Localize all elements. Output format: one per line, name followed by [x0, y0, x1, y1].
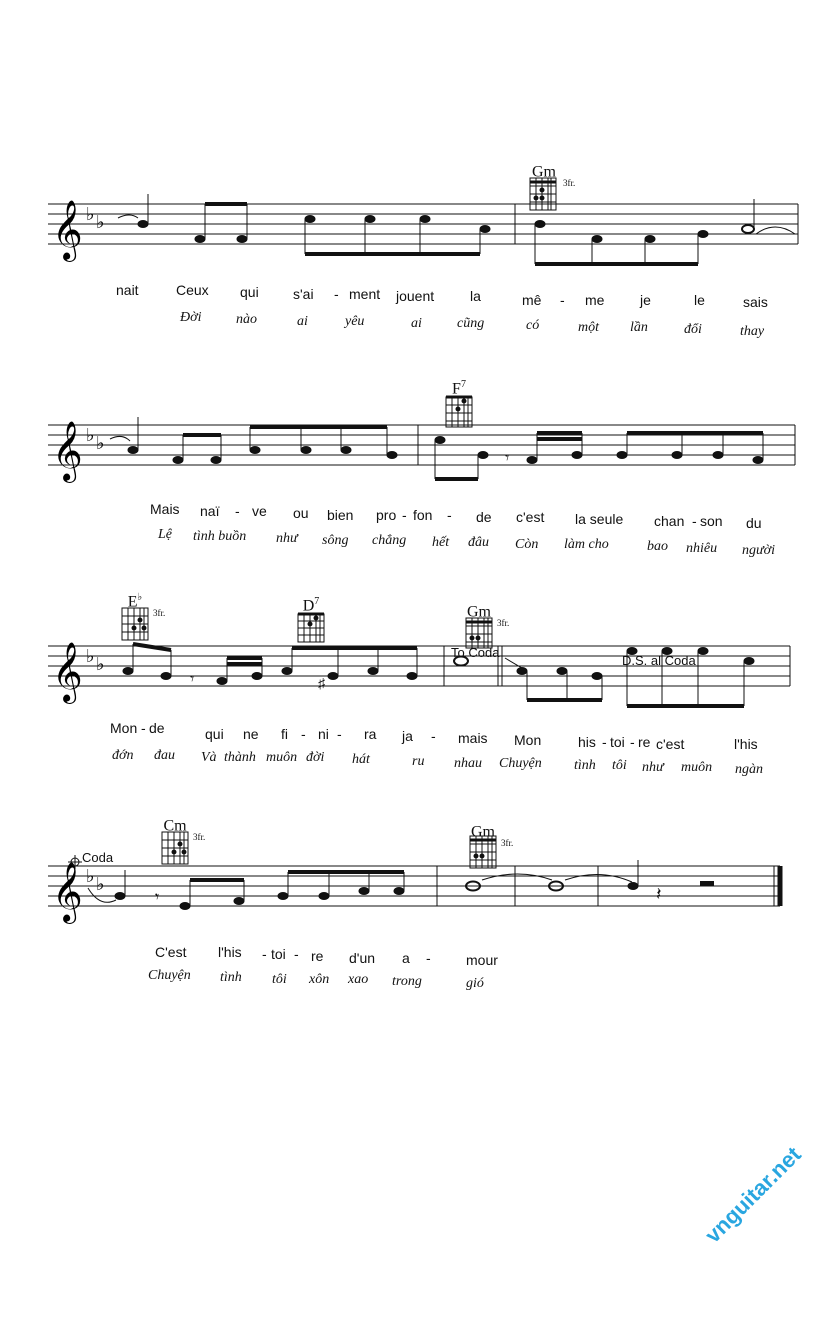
svg-text:𝄾: 𝄾: [155, 889, 160, 906]
lyric-fr: c'est: [656, 736, 685, 752]
lyric-fr: -: [692, 513, 697, 529]
lyric-vi: đổi: [684, 322, 702, 337]
lyric-fr: me: [585, 292, 605, 308]
music-system-3: [0, 590, 840, 790]
lyric-vi: cũng: [457, 316, 485, 331]
lyric-vi: tình: [220, 970, 242, 985]
lyric-vi: chẳng: [372, 533, 407, 548]
lyric-vi: ai: [411, 316, 422, 331]
lyric-fr: s'ai: [293, 286, 314, 302]
lyric-fr: -: [141, 720, 146, 736]
lyric-vi: tôi: [272, 972, 287, 987]
lyric-fr: chan: [654, 513, 685, 529]
chord-diagram-icon: [466, 618, 492, 648]
lyric-fr: sais: [743, 294, 768, 310]
lyric-vi: có: [526, 318, 540, 333]
svg-text:𝄽: 𝄽: [656, 884, 662, 904]
lyric-vi: tình buồn: [193, 529, 247, 544]
music-system-4: [0, 810, 840, 1010]
lyric-fr: mour: [466, 952, 498, 968]
lyric-fr: naï: [200, 503, 220, 519]
lyric-fr: nait: [116, 282, 139, 298]
svg-text:♯: ♯: [318, 677, 325, 692]
lyric-vi: lần: [630, 320, 648, 335]
lyric-fr: re: [311, 948, 324, 964]
lyric-vi: đớn: [112, 748, 134, 763]
svg-text:♭: ♭: [86, 425, 95, 446]
lyric-vi: tình: [574, 758, 596, 773]
svg-text:♭: ♭: [86, 204, 95, 225]
lyric-vi: Chuyện: [499, 756, 542, 771]
chord-symbol: Cm 3fr.: [163, 817, 206, 842]
ds-al-coda-marker: D.S. al Coda: [622, 653, 696, 668]
lyric-vi: hát: [352, 752, 370, 767]
lyric-vi: thành: [224, 750, 256, 765]
lyric-fr: -: [431, 728, 436, 744]
lyric-vi: ngàn: [735, 762, 763, 777]
lyric-fr: C'est: [155, 944, 187, 960]
lyric-vi: Và: [201, 750, 217, 765]
treble-clef-icon: 𝄞: [52, 200, 83, 260]
lyric-fr: l'his: [734, 736, 758, 752]
lyric-fr: je: [640, 292, 651, 308]
treble-clef-icon: 𝄞: [52, 642, 83, 702]
svg-text:♭: ♭: [96, 654, 105, 675]
svg-text:♭: ♭: [96, 874, 105, 895]
lyric-fr: fi: [281, 726, 288, 742]
lyric-fr: qui: [240, 284, 259, 300]
chord-diagram-icon: [446, 397, 472, 427]
coda-marker: Coda: [82, 850, 114, 865]
chord-diagram-icon: [122, 608, 148, 640]
svg-text:♭: ♭: [86, 646, 95, 667]
svg-text:♭: ♭: [86, 866, 95, 887]
chord-symbol: E♭ 3fr.: [127, 592, 166, 618]
lyric-vi: gió: [466, 976, 484, 991]
to-coda-marker: To Coda: [451, 645, 500, 660]
lyric-vi: trong: [392, 974, 422, 989]
lyric-fr: de: [149, 720, 165, 736]
lyric-fr: -: [560, 292, 565, 308]
lyric-fr: -: [402, 507, 407, 523]
chord-symbol: Gm 3fr.: [532, 163, 576, 188]
lyric-fr: a: [402, 950, 410, 966]
lyric-vi: đâu: [468, 535, 489, 550]
lyric-vi: xôn: [309, 972, 330, 987]
lyric-vi: Đời: [180, 310, 202, 325]
lyric-vi: ai: [297, 314, 308, 329]
lyric-fr: de: [476, 509, 492, 525]
music-system-2: [0, 375, 840, 575]
lyric-fr: la seule: [575, 511, 624, 527]
lyric-fr: -: [301, 726, 306, 742]
lyric-fr: Mon: [514, 732, 542, 748]
lyric-fr: -: [262, 946, 267, 962]
lyric-fr: -: [447, 507, 452, 523]
lyric-fr: -: [334, 286, 339, 302]
lyric-vi: sông: [322, 533, 349, 548]
lyric-fr: son: [700, 513, 723, 529]
lyric-vi: bao: [647, 539, 668, 554]
chord-symbol: Gm 3fr.: [467, 603, 510, 628]
lyric-vi: xao: [348, 972, 369, 987]
lyric-fr: ni: [318, 726, 329, 742]
lyric-fr: l'his: [218, 944, 242, 960]
lyric-fr: his: [578, 734, 596, 750]
chord-symbol: Gm 3fr.: [471, 823, 514, 848]
lyric-vi: như: [276, 531, 298, 546]
lyric-fr: fon: [413, 507, 433, 523]
lyric-fr: mais: [458, 730, 488, 746]
lyric-fr: -: [337, 726, 342, 742]
lyric-fr: le: [694, 292, 705, 308]
music-system-1: [0, 160, 840, 360]
lyric-fr: la: [470, 288, 481, 304]
chord-diagram-icon: [470, 836, 496, 868]
chord-diagram-icon: [298, 614, 324, 642]
lyric-vi: một: [578, 320, 599, 335]
treble-clef-icon: 𝄞: [52, 862, 83, 922]
lyric-fr: -: [630, 734, 635, 750]
lyric-fr: Mais: [150, 501, 180, 517]
lyric-vi: yêu: [345, 314, 365, 329]
lyric-vi: người: [742, 543, 775, 558]
lyric-vi: hết: [432, 535, 450, 550]
lyric-vi: nào: [236, 312, 257, 327]
lyric-fr: -: [426, 950, 431, 966]
lyric-fr: du: [746, 515, 762, 531]
treble-clef-icon: 𝄞: [52, 421, 83, 481]
lyric-fr: qui: [205, 726, 224, 742]
lyric-vi: muôn: [266, 750, 298, 765]
lyric-fr: ra: [364, 726, 377, 742]
lyric-vi: Lệ: [158, 527, 172, 542]
lyric-fr: ve: [252, 503, 267, 519]
lyric-vi: tôi: [612, 758, 627, 773]
lyric-fr: -: [602, 734, 607, 750]
lyric-fr: toi: [271, 946, 286, 962]
chord-symbol: $F^7$: [452, 379, 466, 398]
lyric-vi: Còn: [515, 537, 539, 552]
lyric-fr: ment: [349, 286, 381, 302]
lyric-fr: mê: [522, 292, 542, 308]
lyric-fr: toi: [610, 734, 625, 750]
lyric-fr: ja: [402, 728, 413, 744]
watermark: vnguitar.net: [700, 1141, 806, 1248]
lyric-vi: làm cho: [564, 537, 609, 552]
lyric-fr: c'est: [516, 509, 545, 525]
lyric-fr: ou: [293, 505, 309, 521]
lyric-vi: như: [642, 760, 664, 775]
svg-text:♭: ♭: [96, 212, 105, 233]
lyric-vi: ru: [412, 754, 425, 769]
lyric-fr: Ceux: [176, 282, 209, 298]
lyric-fr: re: [638, 734, 651, 750]
lyric-fr: -: [235, 503, 240, 519]
lyric-vi: đời: [306, 750, 325, 765]
lyric-fr: d'un: [349, 950, 376, 966]
lyric-fr: bien: [327, 507, 354, 523]
svg-text:𝄾: 𝄾: [190, 671, 195, 688]
svg-text:♭: ♭: [96, 433, 105, 454]
lyric-fr: -: [294, 946, 299, 962]
svg-text:𝄾: 𝄾: [505, 450, 510, 467]
chord-diagram-icon: [162, 832, 188, 864]
chord-diagram-icon: [530, 178, 556, 210]
lyric-fr: jouent: [396, 288, 435, 304]
lyric-fr: Mon: [110, 720, 138, 736]
lyric-vi: nhau: [454, 756, 482, 771]
lyric-vi: Chuyện: [148, 968, 191, 983]
lyric-fr: ne: [243, 726, 259, 742]
chord-symbol: $D^7$: [302, 596, 320, 615]
lyric-vi: nhiêu: [686, 541, 718, 556]
lyric-vi: thay: [740, 324, 765, 339]
lyric-fr: pro: [376, 507, 397, 523]
lyric-vi: muôn: [681, 760, 713, 775]
lyric-vi: đau: [154, 748, 175, 763]
